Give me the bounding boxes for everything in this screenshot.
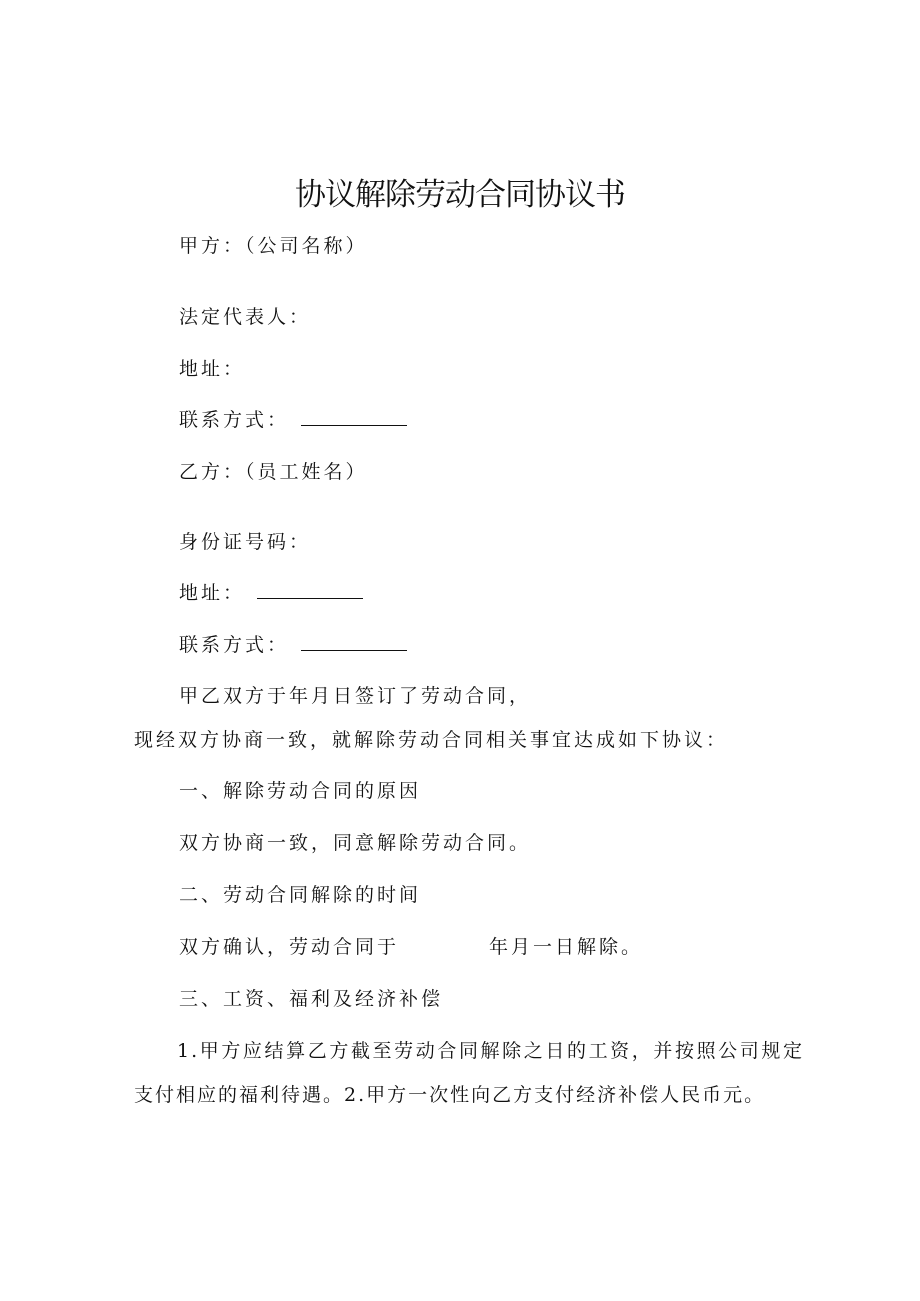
party-b-contact-row — [179, 632, 407, 658]
party-a-contact-row — [179, 407, 407, 433]
section-2-body — [179, 934, 643, 960]
section-2-body-suffix: 年月一日解除。 — [489, 936, 644, 958]
document-title: 协议解除劳动合同协议书 — [295, 177, 625, 213]
party-b-label: 乙方：（员工姓名） — [179, 461, 368, 483]
party-a-contact-label: 联系方式： — [179, 409, 290, 431]
section-1-body: 双方协商一致，同意解除劳动合同。 — [179, 832, 532, 854]
party-b-address-label: 地址： — [179, 582, 246, 604]
party-b-contact-blank — [301, 632, 407, 651]
party-a-contact-blank — [301, 407, 407, 426]
intro-line-1: 甲乙双方于年月日签订了劳动合同， — [179, 685, 532, 707]
section-2-heading: 二、劳动合同解除的时间 — [179, 884, 422, 906]
section-3-body: 1.甲方应结算乙方截至劳动合同解除之日的工资，并按照公司规定支付相应的福利待遇。2.甲方一次性向乙方支付经济补偿人民币元。 — [134, 1040, 804, 1106]
party-a-address: 地址： — [179, 358, 246, 380]
party-b-contact-label: 联系方式： — [179, 634, 290, 656]
intro-line-2: 现经双方协商一致，就解除劳动合同相关事宜达成如下协议： — [134, 729, 729, 751]
party-b-id-number: 身份证号码： — [179, 531, 312, 553]
party-a-label: 甲方：（公司名称） — [179, 235, 368, 257]
party-a-representative: 法定代表人： — [179, 306, 312, 328]
section-1-heading: 一、解除劳动合同的原因 — [179, 780, 422, 802]
party-b-address-row — [179, 580, 363, 606]
section-2-body-prefix: 双方确认，劳动合同于 — [179, 936, 400, 958]
party-b-address-blank — [257, 580, 363, 599]
section-3-heading: 三、工资、福利及经济补偿 — [179, 988, 444, 1010]
